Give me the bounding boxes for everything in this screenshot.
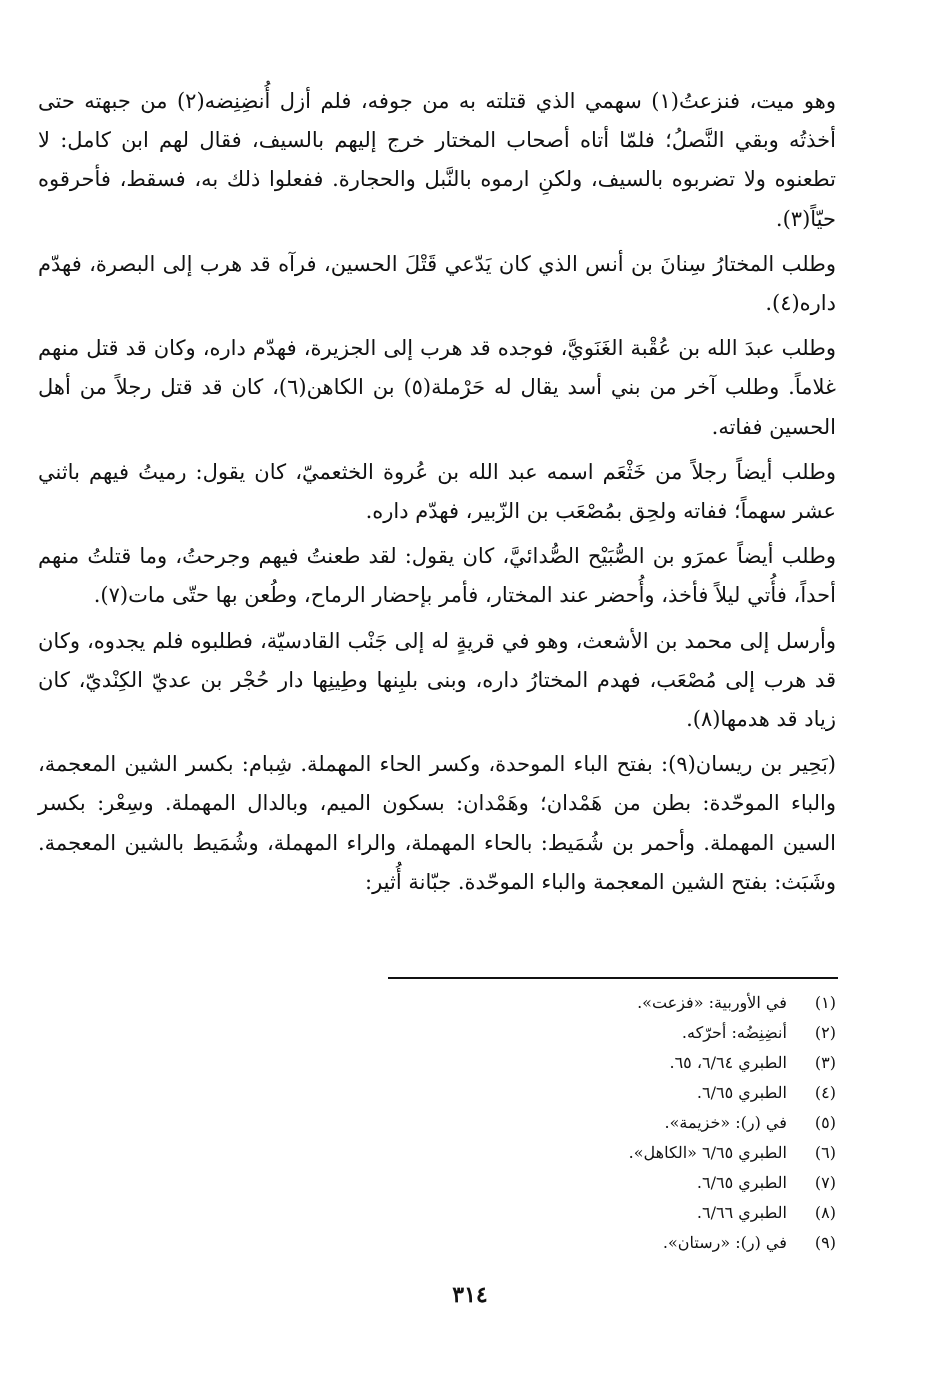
footnote-number: (٧) bbox=[814, 1173, 836, 1192]
footnote-2 bbox=[276, 1018, 836, 1048]
footnote-text: الطبري ٦/٦٥. bbox=[696, 1173, 787, 1192]
footnote-text: الطبري ٦/٦٦. bbox=[696, 1203, 787, 1222]
footnote-text: الطبري ٦/٦٤، ٦٥. bbox=[669, 1053, 787, 1072]
footnote-6 bbox=[276, 1138, 836, 1168]
footnote-text: الطبري ٦/٦٥. bbox=[696, 1083, 787, 1102]
page-number: ٣١٤ bbox=[452, 1282, 488, 1308]
footnote-divider bbox=[388, 977, 838, 979]
footnote-7 bbox=[276, 1168, 836, 1198]
footnote-9 bbox=[276, 1228, 836, 1258]
footnote-8 bbox=[276, 1198, 836, 1228]
footnote-text: في الأوربية: «فزعت». bbox=[637, 993, 787, 1012]
footnote-number: (١) bbox=[814, 993, 836, 1012]
paragraph-1: وهو ميت، فنزعتُ(١) سهمي الذي قتلته به من جوفه، فلم أزل أُنضِنِضه(٢) من جبهته حتى أخذتُه وبقي النَّصلُ؛ فلمّا أتاه أصحاب المختار خرج إليهم بالسيف، فقال لهم ابن كامل: لا تطعنوه ولا تضربوه بالسيف، ولكنِ ارموه بالنَّبل والحجارة. ففعلوا ذلك به، فسقط، فأحرقوه حيّاً(٣). bbox=[38, 89, 836, 231]
footnote-4 bbox=[276, 1078, 836, 1108]
footnotes bbox=[276, 988, 836, 1258]
footnote-1 bbox=[276, 988, 836, 1018]
footnote-text: أنضِنِضُه: أحرّكه. bbox=[681, 1023, 787, 1042]
footnote-number: (٢) bbox=[814, 1023, 836, 1042]
main-text bbox=[38, 82, 836, 908]
paragraph-2: وطلب المختارُ سِنانَ بن أنس الذي كان يَدّعي قَتْلَ الحسين، فرآه قد هرب إلى البصرة، فهدّم داره(٤). bbox=[38, 251, 836, 316]
footnote-number: (٥) bbox=[814, 1113, 836, 1132]
paragraph-7: (بَحِير بن ريسان(٩): بفتح الباء الموحدة، وكسر الحاء المهملة. شِبام: بكسر الشين المعجمة، والباء الموحّدة: بطن من هَمْدان؛ وهَمْدان: بسكون الميم، وبالدال المهملة. وسِعْر: بكسر السين المهملة. وأحمر بن شُمَيط: بالحاء المهملة، والراء المهملة، وشُمَيط بالشين المعجمة. وشَبَث: بفتح الشين المعجمة والباء الموحّدة. جبّانة أُثير: bbox=[38, 752, 836, 894]
footnote-number: (٨) bbox=[814, 1203, 836, 1222]
footnote-5 bbox=[276, 1108, 836, 1138]
footnote-number: (٦) bbox=[814, 1143, 836, 1162]
footnote-text: الطبري ٦/٦٥ «الكاهل». bbox=[628, 1143, 787, 1162]
paragraph-5: وطلب أيضاً عمرَو بن الصُّبَيْح الصُّدائيَّ، كان يقول: لقد طعنتُ فيهم وجرحتُ، وما قتلتُ منهم أحداً، فأُتي ليلاً فأخذ، وأُحضر عند المختار، فأمر بإحضار الرماح، وطُعن بها حتّى مات(٧). bbox=[38, 544, 836, 608]
paragraph-6: وأرسل إلى محمد بن الأشعث، وهو في قريةٍ له إلى جَنْب القادسيّة، فطلبوه فلم يجدوه، وكان قد هرب إلى مُصْعَب، فهدم المختارُ داره، وبنى بلبِنها وطِينِها دار حُجْر بن عديّ الكِنْديّ، كان زياد قد هدمها(٨). bbox=[38, 628, 836, 732]
footnote-number: (٩) bbox=[814, 1233, 836, 1252]
footnote-number: (٣) bbox=[814, 1053, 836, 1072]
footnote-3 bbox=[276, 1048, 836, 1078]
footnote-text: في (ر): «خزيمة». bbox=[664, 1113, 787, 1132]
footnote-number: (٤) bbox=[814, 1083, 836, 1102]
paragraph-3: وطلب عبدَ الله بن عُقْبة الغَنَويَّ، فوجده قد هرب إلى الجزيرة، فهدّم داره، وكان قد قتل منهم غلاماً. وطلب آخر من بني أسد يقال له حَرْملة(٥) بن الكاهن(٦)، كان قد قتل رجلاً من أهل الحسين ففاته. bbox=[38, 336, 836, 439]
footnote-text: في (ر): «رستان». bbox=[662, 1233, 787, 1252]
paragraph-4: وطلب أيضاً رجلاً من خَثْعَم اسمه عبد الله بن عُروة الخثعميّ، كان يقول: رميتُ فيهم باثني عشر سهماً؛ ففاته ولحِق بمُصْعَب بن الزّبير، فهدّم داره. bbox=[38, 459, 836, 524]
